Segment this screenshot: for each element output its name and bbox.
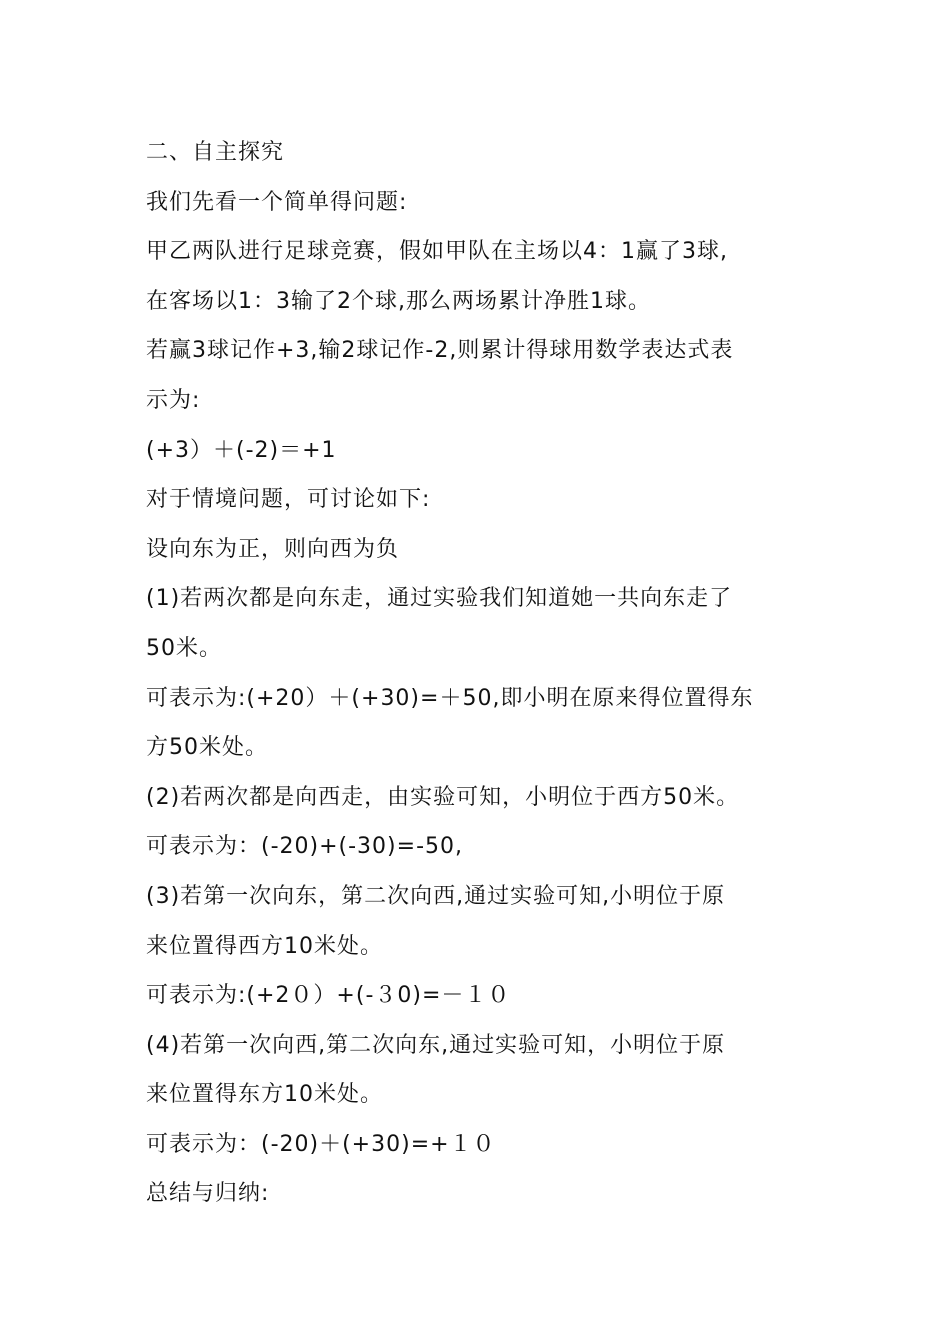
text-line: (3)若第一次向东，第二次向西,通过实验可知,小明位于原 xyxy=(146,883,726,909)
text-line: (1)若两次都是向东走，通过实验我们知道她一共向东走了 xyxy=(146,586,733,612)
text-line: (4)若第一次向西,第二次向东,通过实验可知，小明位于原 xyxy=(146,1032,726,1058)
document-body xyxy=(146,128,826,1219)
equation-line: 可表示为:(+20）＋(+30)=＋50,即小明在原来得位置得东 xyxy=(146,685,754,711)
text-line: 示为: xyxy=(146,387,201,413)
text-line: 来位置得西方10米处。 xyxy=(146,933,383,959)
text-line: 甲乙两队进行足球竞赛，假如甲队在主场以4：1赢了3球, xyxy=(146,239,728,265)
section-heading: 总结与归纳: xyxy=(146,1181,270,1207)
section-heading: 二、自主探究 xyxy=(146,140,285,165)
text-line: 对于情境问题，可讨论如下: xyxy=(146,487,431,513)
text-line: 方50米处。 xyxy=(146,735,268,761)
equation-line: 可表示为：(-20)＋(+30)=+１０ xyxy=(146,1131,496,1157)
text-line: 若赢3球记作+3,输2球记作-2,则累计得球用数学表达式表 xyxy=(146,338,734,364)
text-line: 来位置得东方10米处。 xyxy=(146,1082,383,1108)
text-line: 50米。 xyxy=(146,635,222,661)
equation-line: 可表示为:(+2０）+(-３0)=－１０ xyxy=(146,983,511,1009)
text-line: 设向东为正，则向西为负 xyxy=(146,536,400,562)
text-line: (2)若两次都是向西走，由实验可知，小明位于西方50米。 xyxy=(146,784,740,810)
text-line: 我们先看一个简单得问题: xyxy=(146,189,408,215)
equation-line: 可表示为：(-20)+(-30)=-50, xyxy=(146,834,463,860)
text-line: 在客场以1：3输了2个球,那么两场累计净胜1球。 xyxy=(146,288,651,314)
equation-line: (+3）＋(-2)＝+1 xyxy=(146,437,337,463)
